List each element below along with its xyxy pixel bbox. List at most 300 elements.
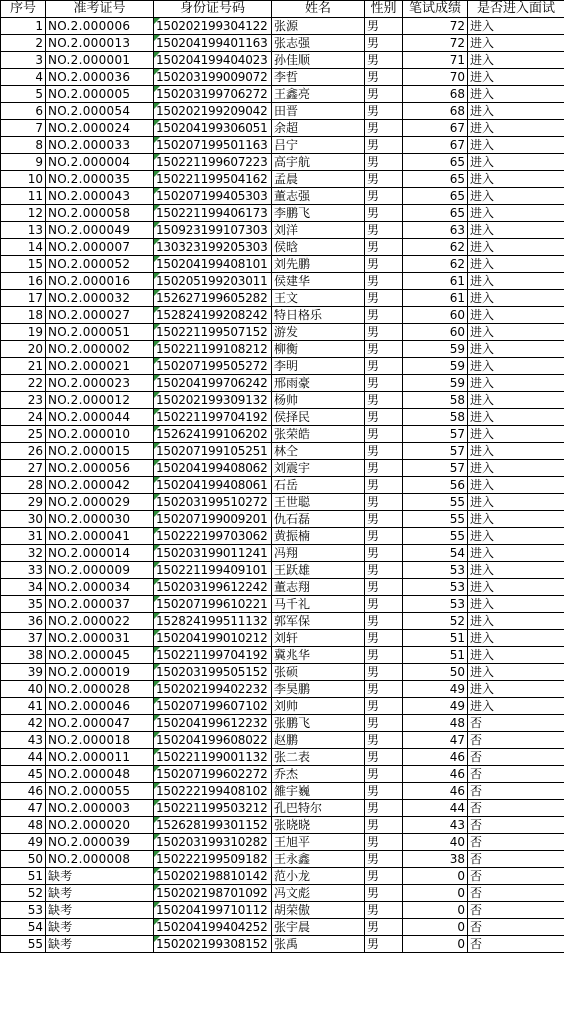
- cell-score: 0: [403, 902, 468, 919]
- cell-score: 53: [403, 562, 468, 579]
- cell-gender: 男: [365, 205, 403, 222]
- cell-gender: 男: [365, 477, 403, 494]
- cell-name: 侯晗: [272, 239, 365, 256]
- cell-index: 46: [1, 783, 46, 800]
- cell-exam-number: NO.2.000019: [46, 664, 154, 681]
- cell-id-number: 150204199404023: [154, 52, 272, 69]
- cell-interview: 进入: [468, 358, 564, 375]
- table-row: [1, 460, 564, 477]
- cell-score: 68: [403, 86, 468, 103]
- cell-index: 33: [1, 562, 46, 579]
- cell-name: 刘震宇: [272, 460, 365, 477]
- cell-gender: 男: [365, 732, 403, 749]
- cell-id-number: 150221199406173: [154, 205, 272, 222]
- cell-name: 邢雨豪: [272, 375, 365, 392]
- table-row: [1, 647, 564, 664]
- cell-index: 21: [1, 358, 46, 375]
- cell-index: 6: [1, 103, 46, 120]
- cell-index: 37: [1, 630, 46, 647]
- cell-gender: 男: [365, 800, 403, 817]
- cell-interview: 进入: [468, 324, 564, 341]
- cell-name: 余超: [272, 120, 365, 137]
- cell-interview: 进入: [468, 426, 564, 443]
- cell-index: 2: [1, 35, 46, 52]
- cell-interview: 否: [468, 749, 564, 766]
- cell-id-number: 150207199602272: [154, 766, 272, 783]
- cell-id-number: 150207199105251: [154, 443, 272, 460]
- cell-exam-number: NO.2.000055: [46, 783, 154, 800]
- cell-id-number: 150202199304122: [154, 18, 272, 35]
- cell-exam-number: NO.2.000043: [46, 188, 154, 205]
- cell-id-number: 150203199310282: [154, 834, 272, 851]
- cell-score: 0: [403, 868, 468, 885]
- cell-score: 65: [403, 171, 468, 188]
- cell-interview: 进入: [468, 562, 564, 579]
- cell-interview: 否: [468, 783, 564, 800]
- cell-index: 8: [1, 137, 46, 154]
- cell-exam-number: NO.2.000024: [46, 120, 154, 137]
- cell-id-number: 152824199511132: [154, 613, 272, 630]
- cell-gender: 男: [365, 324, 403, 341]
- cell-exam-number: NO.2.000036: [46, 69, 154, 86]
- cell-gender: 男: [365, 171, 403, 188]
- cell-name: 刘洋: [272, 222, 365, 239]
- table-row: [1, 902, 564, 919]
- cell-interview: 否: [468, 834, 564, 851]
- cell-score: 72: [403, 35, 468, 52]
- cell-index: 31: [1, 528, 46, 545]
- table-row: [1, 171, 564, 188]
- cell-name: 冯文彪: [272, 885, 365, 902]
- table-row: [1, 732, 564, 749]
- cell-name: 范小龙: [272, 868, 365, 885]
- cell-index: 44: [1, 749, 46, 766]
- cell-interview: 进入: [468, 681, 564, 698]
- cell-exam-number: NO.2.000008: [46, 851, 154, 868]
- table-row: [1, 120, 564, 137]
- cell-id-number: 150203199612242: [154, 579, 272, 596]
- cell-index: 54: [1, 919, 46, 936]
- table-row: [1, 426, 564, 443]
- table-row: [1, 188, 564, 205]
- table-row: [1, 766, 564, 783]
- cell-score: 46: [403, 766, 468, 783]
- cell-gender: 男: [365, 86, 403, 103]
- cell-interview: 进入: [468, 35, 564, 52]
- header-name: 姓名: [272, 1, 365, 18]
- cell-name: 张二表: [272, 749, 365, 766]
- cell-score: 59: [403, 358, 468, 375]
- header-interview: 是否进入面试: [468, 1, 564, 18]
- cell-index: 23: [1, 392, 46, 409]
- cell-index: 29: [1, 494, 46, 511]
- cell-index: 53: [1, 902, 46, 919]
- cell-exam-number: NO.2.000028: [46, 681, 154, 698]
- cell-exam-number: NO.2.000049: [46, 222, 154, 239]
- cell-exam-number: 缺考: [46, 919, 154, 936]
- cell-exam-number: NO.2.000030: [46, 511, 154, 528]
- cell-index: 39: [1, 664, 46, 681]
- table-row: [1, 273, 564, 290]
- cell-name: 乔杰: [272, 766, 365, 783]
- cell-score: 71: [403, 52, 468, 69]
- header-score: 笔试成绩: [403, 1, 468, 18]
- cell-name: 王旭平: [272, 834, 365, 851]
- cell-name: 董志强: [272, 188, 365, 205]
- cell-gender: 男: [365, 783, 403, 800]
- cell-exam-number: NO.2.000042: [46, 477, 154, 494]
- cell-interview: 否: [468, 766, 564, 783]
- cell-interview: 进入: [468, 545, 564, 562]
- cell-interview: 进入: [468, 341, 564, 358]
- table-row: [1, 885, 564, 902]
- cell-interview: 进入: [468, 86, 564, 103]
- cell-exam-number: NO.2.000046: [46, 698, 154, 715]
- cell-exam-number: 缺考: [46, 885, 154, 902]
- cell-interview: 进入: [468, 443, 564, 460]
- cell-id-number: 150923199107303: [154, 222, 272, 239]
- cell-gender: 男: [365, 358, 403, 375]
- cell-name: 赵鹏: [272, 732, 365, 749]
- header-row: [1, 1, 564, 18]
- cell-id-number: 150203199510272: [154, 494, 272, 511]
- cell-name: 张晓晓: [272, 817, 365, 834]
- cell-id-number: 150222199408102: [154, 783, 272, 800]
- cell-index: 26: [1, 443, 46, 460]
- cell-index: 19: [1, 324, 46, 341]
- cell-score: 53: [403, 596, 468, 613]
- cell-score: 49: [403, 698, 468, 715]
- table-row: [1, 409, 564, 426]
- cell-exam-number: NO.2.000014: [46, 545, 154, 562]
- cell-gender: 男: [365, 290, 403, 307]
- cell-score: 38: [403, 851, 468, 868]
- cell-gender: 男: [365, 154, 403, 171]
- cell-score: 55: [403, 494, 468, 511]
- cell-gender: 男: [365, 120, 403, 137]
- table-row: [1, 834, 564, 851]
- cell-name: 刘帅: [272, 698, 365, 715]
- cell-id-number: 150204199612232: [154, 715, 272, 732]
- cell-exam-number: NO.2.000044: [46, 409, 154, 426]
- cell-id-number: 150202198701092: [154, 885, 272, 902]
- cell-score: 65: [403, 205, 468, 222]
- cell-score: 63: [403, 222, 468, 239]
- cell-gender: 男: [365, 511, 403, 528]
- table-row: [1, 749, 564, 766]
- cell-score: 0: [403, 885, 468, 902]
- cell-index: 30: [1, 511, 46, 528]
- cell-index: 3: [1, 52, 46, 69]
- cell-gender: 男: [365, 919, 403, 936]
- cell-id-number: 150204199408061: [154, 477, 272, 494]
- cell-score: 55: [403, 528, 468, 545]
- cell-name: 张荣皓: [272, 426, 365, 443]
- table-row: [1, 205, 564, 222]
- cell-gender: 男: [365, 409, 403, 426]
- cell-exam-number: NO.2.000001: [46, 52, 154, 69]
- cell-name: 特日格乐: [272, 307, 365, 324]
- cell-name: 李昊鹏: [272, 681, 365, 698]
- cell-id-number: 150203199706272: [154, 86, 272, 103]
- cell-interview: 进入: [468, 409, 564, 426]
- cell-score: 59: [403, 341, 468, 358]
- cell-interview: 进入: [468, 375, 564, 392]
- cell-score: 67: [403, 137, 468, 154]
- cell-interview: 进入: [468, 494, 564, 511]
- cell-id-number: 150207199501163: [154, 137, 272, 154]
- cell-gender: 男: [365, 528, 403, 545]
- cell-score: 62: [403, 239, 468, 256]
- cell-name: 侯择民: [272, 409, 365, 426]
- cell-interview: 进入: [468, 613, 564, 630]
- cell-gender: 男: [365, 18, 403, 35]
- cell-interview: 进入: [468, 290, 564, 307]
- cell-interview: 进入: [468, 239, 564, 256]
- cell-id-number: 150222199703062: [154, 528, 272, 545]
- cell-name: 仇石磊: [272, 511, 365, 528]
- cell-score: 70: [403, 69, 468, 86]
- cell-index: 40: [1, 681, 46, 698]
- cell-exam-number: NO.2.000006: [46, 18, 154, 35]
- cell-id-number: 150221199607223: [154, 154, 272, 171]
- cell-name: 孙佳顺: [272, 52, 365, 69]
- cell-gender: 男: [365, 681, 403, 698]
- cell-interview: 进入: [468, 698, 564, 715]
- cell-score: 72: [403, 18, 468, 35]
- cell-id-number: 150205199203011: [154, 273, 272, 290]
- cell-interview: 进入: [468, 222, 564, 239]
- cell-id-number: 150203199505152: [154, 664, 272, 681]
- cell-score: 61: [403, 273, 468, 290]
- cell-exam-number: NO.2.000020: [46, 817, 154, 834]
- cell-gender: 男: [365, 239, 403, 256]
- cell-exam-number: NO.2.000052: [46, 256, 154, 273]
- table-row: [1, 103, 564, 120]
- cell-score: 44: [403, 800, 468, 817]
- cell-score: 57: [403, 460, 468, 477]
- cell-interview: 否: [468, 715, 564, 732]
- cell-index: 43: [1, 732, 46, 749]
- cell-interview: 进入: [468, 69, 564, 86]
- table-row: [1, 664, 564, 681]
- cell-gender: 男: [365, 545, 403, 562]
- header-gender: 性别: [365, 1, 403, 18]
- cell-name: 张鹏飞: [272, 715, 365, 732]
- table-row: [1, 800, 564, 817]
- cell-score: 60: [403, 324, 468, 341]
- cell-id-number: 150222199509182: [154, 851, 272, 868]
- cell-name: 王文: [272, 290, 365, 307]
- table-row: [1, 494, 564, 511]
- cell-index: 1: [1, 18, 46, 35]
- cell-score: 51: [403, 647, 468, 664]
- cell-name: 李哲: [272, 69, 365, 86]
- cell-exam-number: NO.2.000007: [46, 239, 154, 256]
- cell-id-number: 150207199405303: [154, 188, 272, 205]
- cell-score: 0: [403, 936, 468, 953]
- cell-name: 李明: [272, 358, 365, 375]
- cell-id-number: 150207199505272: [154, 358, 272, 375]
- cell-index: 9: [1, 154, 46, 171]
- cell-score: 53: [403, 579, 468, 596]
- cell-exam-number: 缺考: [46, 902, 154, 919]
- cell-id-number: 150202199209042: [154, 103, 272, 120]
- cell-name: 马千礼: [272, 596, 365, 613]
- cell-gender: 男: [365, 307, 403, 324]
- cell-index: 35: [1, 596, 46, 613]
- cell-interview: 进入: [468, 273, 564, 290]
- cell-gender: 男: [365, 188, 403, 205]
- table-row: [1, 443, 564, 460]
- cell-id-number: 150204199010212: [154, 630, 272, 647]
- table-row: [1, 562, 564, 579]
- table-row: [1, 375, 564, 392]
- cell-exam-number: NO.2.000005: [46, 86, 154, 103]
- table-row: [1, 392, 564, 409]
- cell-score: 0: [403, 919, 468, 936]
- table-row: [1, 545, 564, 562]
- cell-score: 48: [403, 715, 468, 732]
- cell-index: 5: [1, 86, 46, 103]
- header-index: 序号: [1, 1, 46, 18]
- cell-exam-number: NO.2.000021: [46, 358, 154, 375]
- cell-index: 25: [1, 426, 46, 443]
- table-row: [1, 936, 564, 953]
- cell-id-number: 150207199009201: [154, 511, 272, 528]
- cell-name: 王鑫亮: [272, 86, 365, 103]
- cell-gender: 男: [365, 392, 403, 409]
- cell-index: 13: [1, 222, 46, 239]
- cell-score: 51: [403, 630, 468, 647]
- cell-exam-number: 缺考: [46, 936, 154, 953]
- table-row: [1, 851, 564, 868]
- cell-gender: 男: [365, 647, 403, 664]
- table-row: [1, 239, 564, 256]
- cell-name: 冀兆华: [272, 647, 365, 664]
- cell-name: 张硕: [272, 664, 365, 681]
- cell-gender: 男: [365, 35, 403, 52]
- cell-score: 46: [403, 783, 468, 800]
- cell-id-number: 150203199011241: [154, 545, 272, 562]
- cell-exam-number: NO.2.000023: [46, 375, 154, 392]
- cell-gender: 男: [365, 630, 403, 647]
- cell-id-number: 150204199401163: [154, 35, 272, 52]
- cell-id-number: 150204199608022: [154, 732, 272, 749]
- cell-interview: 进入: [468, 205, 564, 222]
- cell-interview: 进入: [468, 647, 564, 664]
- cell-gender: 男: [365, 222, 403, 239]
- cell-exam-number: NO.2.000009: [46, 562, 154, 579]
- cell-id-number: 150221199001132: [154, 749, 272, 766]
- cell-interview: 否: [468, 902, 564, 919]
- cell-score: 57: [403, 443, 468, 460]
- cell-index: 7: [1, 120, 46, 137]
- cell-name: 王跃雄: [272, 562, 365, 579]
- cell-name: 王永鑫: [272, 851, 365, 868]
- cell-id-number: 130323199205303: [154, 239, 272, 256]
- cell-exam-number: NO.2.000041: [46, 528, 154, 545]
- cell-index: 42: [1, 715, 46, 732]
- cell-name: 董志翔: [272, 579, 365, 596]
- cell-id-number: 152628199301152: [154, 817, 272, 834]
- table-row: [1, 86, 564, 103]
- cell-index: 27: [1, 460, 46, 477]
- cell-exam-number: NO.2.000029: [46, 494, 154, 511]
- cell-name: 李鹏飞: [272, 205, 365, 222]
- cell-interview: 否: [468, 800, 564, 817]
- cell-id-number: 150207199607102: [154, 698, 272, 715]
- cell-index: 22: [1, 375, 46, 392]
- cell-interview: 进入: [468, 307, 564, 324]
- table-row: [1, 35, 564, 52]
- cell-score: 50: [403, 664, 468, 681]
- cell-index: 38: [1, 647, 46, 664]
- cell-exam-number: NO.2.000045: [46, 647, 154, 664]
- cell-index: 52: [1, 885, 46, 902]
- cell-score: 68: [403, 103, 468, 120]
- cell-name: 吕宁: [272, 137, 365, 154]
- cell-name: 杨帅: [272, 392, 365, 409]
- cell-gender: 男: [365, 426, 403, 443]
- cell-id-number: 150202198810142: [154, 868, 272, 885]
- cell-index: 17: [1, 290, 46, 307]
- cell-id-number: 150221199704192: [154, 409, 272, 426]
- cell-index: 10: [1, 171, 46, 188]
- cell-name: 孟晨: [272, 171, 365, 188]
- cell-gender: 男: [365, 103, 403, 120]
- cell-score: 59: [403, 375, 468, 392]
- cell-gender: 男: [365, 256, 403, 273]
- cell-interview: 进入: [468, 52, 564, 69]
- cell-interview: 进入: [468, 630, 564, 647]
- cell-score: 60: [403, 307, 468, 324]
- header-id-number: 身份证号码: [154, 1, 272, 18]
- cell-index: 20: [1, 341, 46, 358]
- cell-score: 65: [403, 154, 468, 171]
- table-row: [1, 341, 564, 358]
- cell-gender: 男: [365, 664, 403, 681]
- cell-id-number: 150221199409101: [154, 562, 272, 579]
- table-row: [1, 477, 564, 494]
- cell-index: 36: [1, 613, 46, 630]
- cell-id-number: 150204199408101: [154, 256, 272, 273]
- table-row: [1, 630, 564, 647]
- cell-index: 55: [1, 936, 46, 953]
- cell-score: 58: [403, 392, 468, 409]
- cell-interview: 进入: [468, 256, 564, 273]
- cell-score: 46: [403, 749, 468, 766]
- cell-score: 43: [403, 817, 468, 834]
- cell-interview: 进入: [468, 137, 564, 154]
- table-row: [1, 511, 564, 528]
- cell-exam-number: NO.2.000011: [46, 749, 154, 766]
- cell-index: 34: [1, 579, 46, 596]
- cell-exam-number: NO.2.000047: [46, 715, 154, 732]
- cell-id-number: 150204199306051: [154, 120, 272, 137]
- cell-name: 张源: [272, 18, 365, 35]
- cell-gender: 男: [365, 460, 403, 477]
- cell-gender: 男: [365, 766, 403, 783]
- cell-exam-number: NO.2.000012: [46, 392, 154, 409]
- table-row: [1, 783, 564, 800]
- cell-exam-number: NO.2.000056: [46, 460, 154, 477]
- cell-exam-number: NO.2.000035: [46, 171, 154, 188]
- cell-exam-number: NO.2.000058: [46, 205, 154, 222]
- cell-index: 51: [1, 868, 46, 885]
- cell-score: 54: [403, 545, 468, 562]
- cell-interview: 进入: [468, 596, 564, 613]
